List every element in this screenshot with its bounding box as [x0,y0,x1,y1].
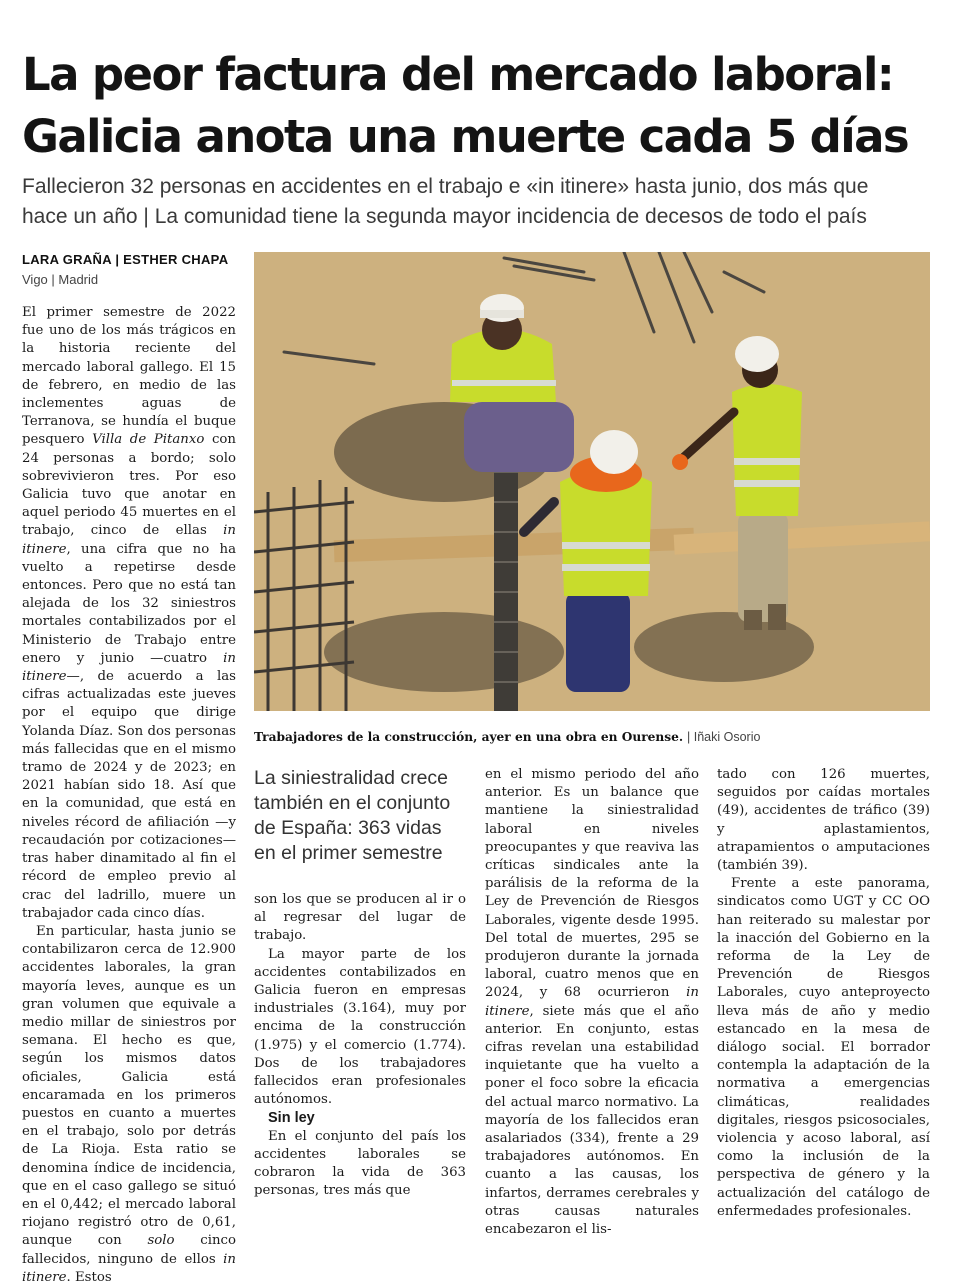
byline-authors: LARA GRAÑA | ESTHER CHAPA [22,252,229,267]
italic-term: in itinere [22,523,236,557]
text-run: El primer semestre de 2022 fue uno de los más trágicos en la historia reciente del mercado laboral gallego. El 15 de febrero, en medio de las inclementes aguas de Terranova, se hundía el buque pesquero [22,305,236,448]
article-photo [254,252,930,711]
construction-workers-illustration [254,252,930,711]
article-column-3 [485,766,699,1239]
worker-shadow-2 [324,612,564,692]
headline-line-1: La peor factura del mercado laboral: [22,48,894,101]
paragraph: son los que se producen al ir o al regresar del lugar de trabajo. [254,892,466,944]
worker-shadow-3 [634,612,814,682]
article-column-1 [22,304,236,1287]
subheading: Sin ley [268,1110,315,1127]
paragraph [22,923,236,1287]
text-run: En particular, hasta junio se contabilizaron cerca de 12.900 accidentes laborales, la gran mayoría leves, aunque es un gran volumen que equivale a medio millar de siniestros por semana. El hecho es que, según los mismos datos oficiales, Galicia está encaramada en los primeros puestos en cuanto a muertes en el trabajo, solo por detrás de La Rioja. Esta ratio se denomina índice de incidencia, que en el caso gallego se situó en el 0,442; el mercado laboral riojano registró otro de 0,61, aunque con [22,923,236,1249]
paragraph [22,304,236,923]
article-column-4 [717,766,930,1221]
paragraph: La mayor parte de los accidentes contabilizados en Galicia fueron en empresas industriales (3.164), muy por encima de la construcción (1.975) y el comercio (1.774). Dos de los trabajadores fallecidos eran profesionales autónomos. [254,946,466,1108]
photo-caption [254,730,930,744]
italic-term: in itinere [22,650,236,685]
byline-places: Vigo | Madrid [22,272,99,287]
text-run: , siete más que el año anterior. En conjunto, estas cifras revelan una estabilidad inquietante que ha vuelto a poner el foco sobre la eficacia del actual marco normativo. La mayoría de los fallecidos eran asalariados (334), frente a 29 trabajadores autónomos. En cuanto a las causas, los infartos, derrames cerebrales y otras causas naturales encabezaron el lis- [485,1003,699,1238]
headline-line-2: Galicia anota una muerte cada 5 días [22,110,909,163]
italic-term: in itinere [22,1251,236,1285]
paragraph [485,766,699,1239]
ship-name: Villa de Pitanxo [92,432,205,448]
text-run: en el mismo periodo del año anterior. Es un balance que mantiene la siniestralidad laboral en niveles preocupantes y que reaviva las críticas sindicales ante la parálisis de la reforma de la Ley de Prevención de Riesgos Laborales, vigente desde 1995. Del total de muertes, 295 se produjeron durante la jornada laboral, cuatro menos que en 2024, y 68 ocurrieron [485,767,699,1001]
paragraph: Frente a este panorama, sindicatos como UGT y CC OO han reiterado su malestar por la inacción del Gobierno en la reforma de la Ley de Prevención de Riesgos Laborales, cuyo anteproyecto lleva más de año y medio estancado en la mesa de diálogo social. El borrador contempla la adaptación de la normativa a emergencias climáticas, realidades digitales, riesgos psicosociales, violencia y acoso laboral, así como la inclusión de la perspectiva de género y la actualización del catálogo de enfermedades profesionales. [717,876,930,1219]
headline [22,44,937,168]
italic-term: solo [147,1233,175,1249]
text-run: cinco fallecidos, ninguno de ellos [22,1233,236,1267]
photo-credit: | Iñaki Osorio [687,730,761,744]
paragraph: tado con 126 muertes, seguidos por caídas mortales (49), accidentes de tráfico (39) y aplastamientos, atrapamientos o amputaciones (también 39). [717,767,930,874]
subtitle-line-2: hace un año | La comunidad tiene la segunda mayor incidencia de decesos de todo el país [22,205,867,228]
text-run: . Estos [66,1269,112,1285]
text-run: —, de acuerdo a las cifras actualizadas este jueves por el equipo que dirige Yolanda Díaz. Son dos personas más fallecidas que en el mismo tramo de 2024 y de 2023; en 2021 habían sido 18. Así que en la comunidad, que está en niveles récord de afiliación —y recaudación por cotizaciones— tras haber dinamitado al fin el récord de empleo previo al crac del ladrillo, muere un trabajador cada cinco días. [22,669,236,921]
subtitle [22,172,937,232]
text-run: con 24 personas a bordo; solo sobrevivieron tres. Por eso Galicia tuvo que anotar en aquel periodo 45 muertes en el trabajo, cinco de ellas [22,432,236,539]
subtitle-line-1: Fallecieron 32 personas en accidentes en el trabajo e «in itinere» hasta junio, dos más que [22,175,869,198]
article-column-2 [254,891,466,1200]
caption-text: Trabajadores de la construcción, ayer en una obra en Ourense. [254,730,684,744]
paragraph: En el conjunto del país los accidentes laborales se cobraron la vida de 363 personas, tres más que [254,1128,466,1199]
pull-quote: La siniestralidad crece también en el conjunto de España: 363 vidas en el primer semestre [254,767,451,864]
text-run: , una cifra que no ha vuelto a repetirse desde entonces. Pero que no está tan alejada de los 32 siniestros mortales contabilizados por el Ministerio de Trabajo entre enero y junio —cuatro [22,541,236,666]
italic-term: in itinere [485,985,699,1019]
